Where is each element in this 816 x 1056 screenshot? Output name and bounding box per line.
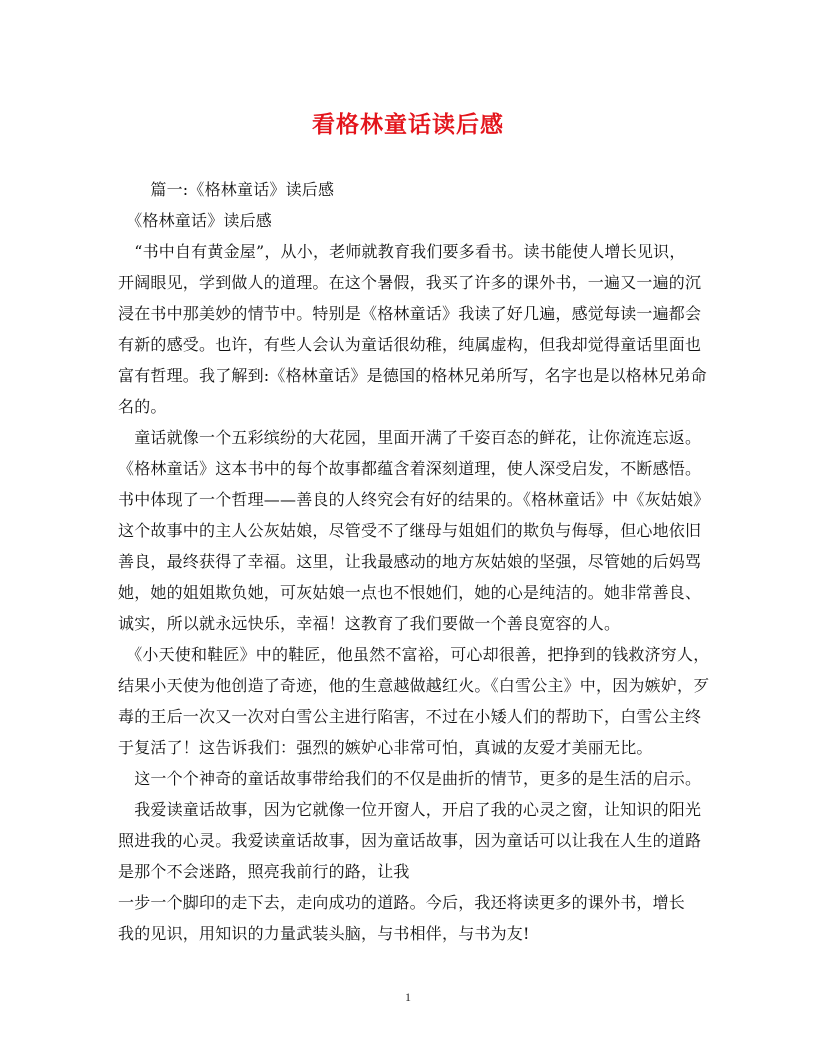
text-line: “书中自有黄金屋”，从小，老师就教育我们要多看书。读书能使人增长见识， (118, 242, 686, 261)
document-body (118, 174, 710, 949)
text-line: 《格林童话》这本书中的每个故事都蕴含着深刻道理，使人深受启发，不断感悟。 (118, 459, 702, 478)
text-line: 善良，最终获得了幸福。这里，让我最感动的地方灰姑娘的坚强，尽管她的后妈骂 (118, 552, 702, 571)
text-line: 这一个个神奇的童话故事带给我们的不仅是曲折的情节，更多的是生活的启示。 (118, 769, 702, 788)
text-line: 我的见识，用知识的力量武装头脑，与书相伴，与书为友! (118, 924, 530, 943)
text-line: 结果小天使为他创造了奇迹，他的生意越做越红火。《白雪公主》中，因为嫉妒，歹 (118, 676, 710, 695)
document-title: 看格林童话读后感 (312, 111, 504, 138)
text-line: 《小天使和鞋匠》中的鞋匠，他虽然不富裕，可心却很善，把挣到的钱救济穷人， (118, 645, 710, 664)
text-line: 一步一个脚印的走下去，走向成功的道路。今后，我还将读更多的课外书，增长 (118, 893, 686, 912)
text-line: 童话就像一个五彩缤纷的大花园，里面开满了千姿百态的鲜花，让你流连忘返。 (118, 428, 702, 447)
text-line: 《格林童话》读后感 (118, 211, 273, 230)
text-line: 她，她的姐姐欺负她，可灰姑娘一点也不恨她们，她的心是纯洁的。她非常善良、 (118, 583, 702, 602)
text-line: 于复活了！这告诉我们：强烈的嫉妒心非常可怕，真诚的友爱才美丽无比。 (118, 738, 653, 757)
page-number: 1 (405, 990, 411, 1004)
text-line: 开阔眼见，学到做人的道理。在这个暑假，我买了许多的课外书，一遍又一遍的沉 (118, 273, 702, 292)
text-line: 富有哲理。我了解到:《格林童话》是德国的格林兄弟所写，名字也是以格林兄弟命 (118, 366, 707, 385)
text-line: 是那个不会迷路，照亮我前行的路，让我 (118, 862, 410, 881)
text-line: 我爱读童话故事，因为它就像一位开窗人，开启了我的心灵之窗，让知识的阳光 (118, 800, 702, 819)
text-line: 毒的王后一次又一次对白雪公主进行陷害，不过在小矮人们的帮助下，白雪公主终 (118, 707, 702, 726)
text-line: 有新的感受。也许，有些人会认为童话很幼稚，纯属虚构，但我却觉得童话里面也 (118, 335, 702, 354)
text-line: 书中体现了一个哲理——善良的人终究会有好的结果的。《格林童话》中《灰姑娘》 (118, 490, 710, 509)
text-line: 诚实，所以就永远快乐，幸福！这教育了我们要做一个善良宽容的人。 (118, 614, 621, 633)
text-line: 照进我的心灵。我爱读童话故事，因为童话故事，因为童话可以让我在人生的道路 (118, 831, 702, 850)
text-line: 浸在书中那美妙的情节中。特别是《格林童话》我读了好几遍，感觉每读一遍都会 (118, 304, 702, 323)
text-line: 这个故事中的主人公灰姑娘，尽管受不了继母与姐姐们的欺负与侮辱，但心地依旧 (118, 521, 702, 540)
text-line: 名的。 (118, 397, 167, 416)
text-line: 篇一:《格林童话》读后感 (118, 180, 335, 199)
